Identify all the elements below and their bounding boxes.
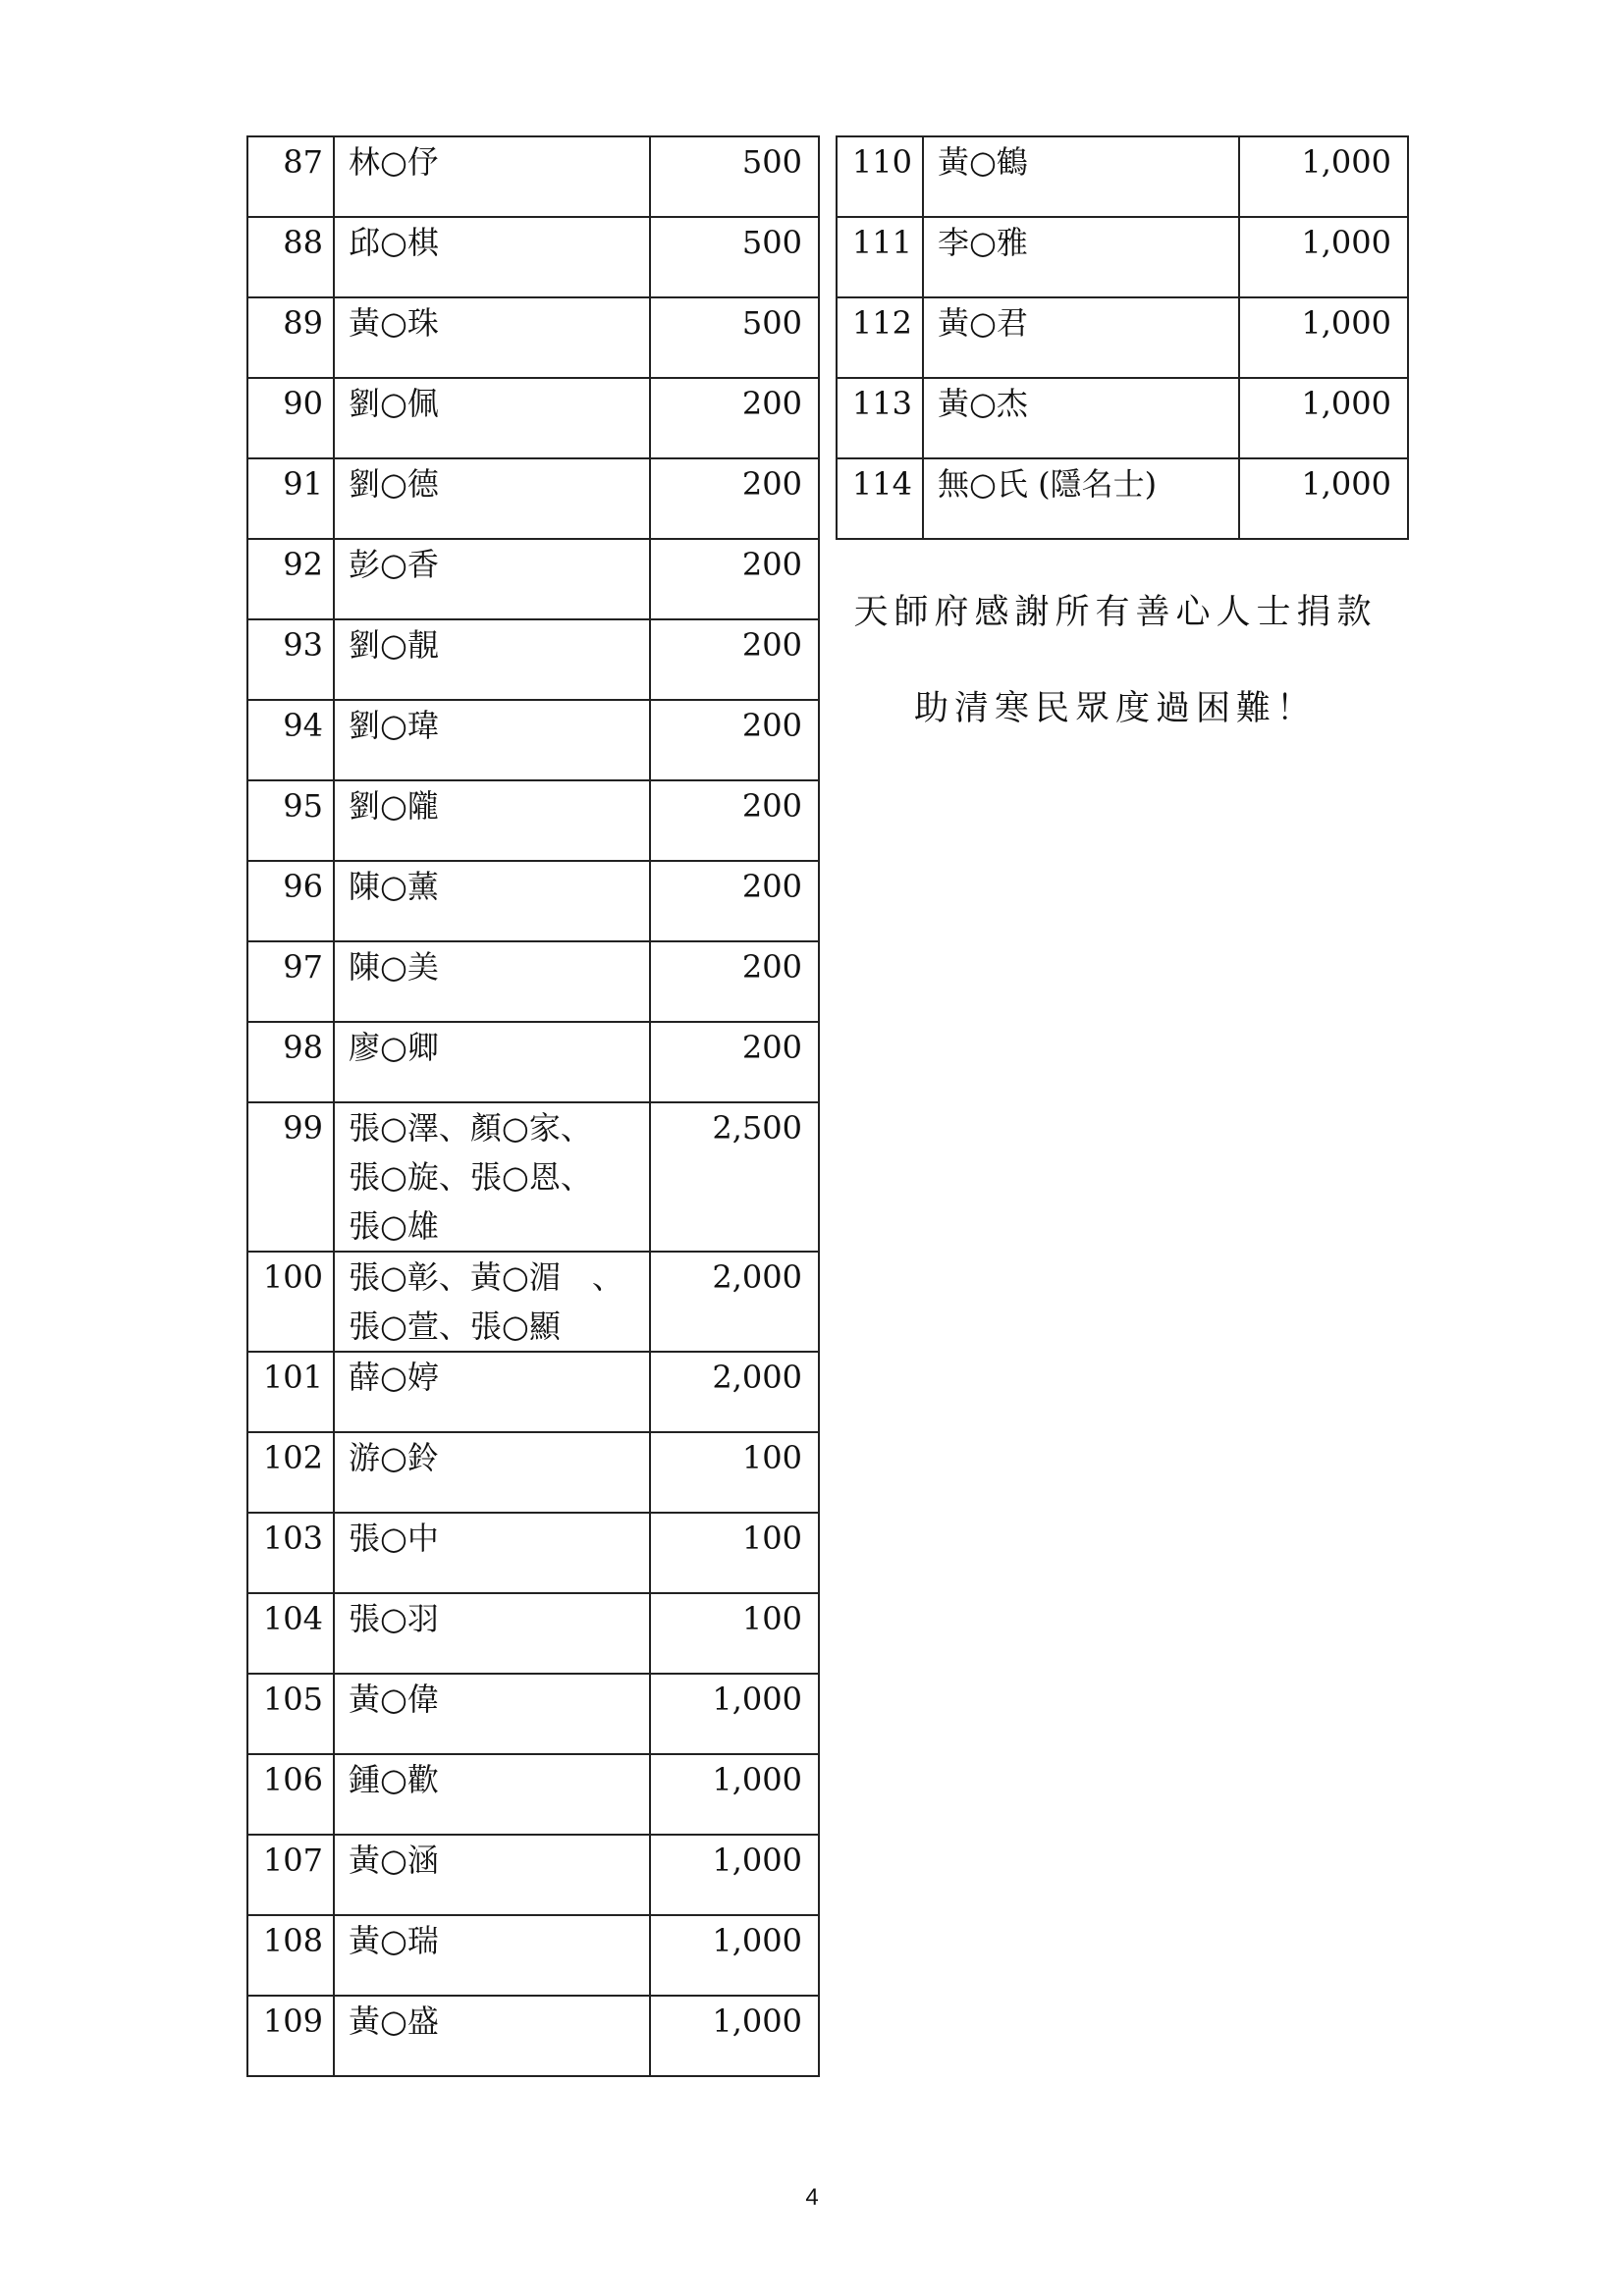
donor-names [923,458,1239,539]
donor-row [247,619,819,700]
donor-name-line: 黃○杰 [938,385,1028,422]
donation-amount: 200 [650,861,819,941]
donor-number: 103 [247,1513,334,1593]
donor-number: 90 [247,378,334,458]
donor-row [247,1915,819,1996]
donation-amount: 1,000 [1239,297,1408,378]
donor-names [334,1022,650,1102]
donor-name-line: 張○中 [349,1520,439,1557]
donation-amount: 1,000 [650,1835,819,1915]
donor-number: 88 [247,217,334,297]
donor-number: 96 [247,861,334,941]
donor-row [247,1835,819,1915]
donor-number: 100 [247,1252,334,1352]
donor-name-line: 張○澤、顏○家、 [349,1109,592,1147]
donor-row [837,458,1408,539]
donor-number: 104 [247,1593,334,1674]
donor-name-line: 陳○美 [349,948,439,986]
donor-names [334,619,650,700]
donation-amount: 500 [650,136,819,217]
donor-name-line: 劉○隴 [349,787,439,825]
donation-amount: 200 [650,539,819,619]
donor-names [334,780,650,861]
donor-name-line: 張○彰、黃○湄 、 [349,1258,623,1296]
donor-name-line: 彭○香 [349,546,439,583]
donation-amount: 1,000 [1239,217,1408,297]
donor-number: 107 [247,1835,334,1915]
donation-amount: 200 [650,378,819,458]
donor-name-line: 黃○偉 [349,1681,439,1718]
donation-amount: 200 [650,780,819,861]
donor-name-line: 黃○盛 [349,2002,439,2040]
donor-name-line: 黃○鶴 [938,143,1028,181]
donor-name-line: 劉○德 [349,465,439,503]
donor-name-line: 游○鈴 [349,1439,439,1476]
donor-row [247,1593,819,1674]
donor-row [247,1102,819,1252]
donation-amount: 1,000 [650,1996,819,2076]
donor-name-line: 李○雅 [938,224,1028,261]
donor-names [334,941,650,1022]
donor-row [247,217,819,297]
donor-row [247,1022,819,1102]
donor-name-line: 黃○君 [938,304,1028,342]
donor-row [247,700,819,780]
donor-name-line: 張○旋、張○恩、 [349,1158,592,1196]
donor-number: 102 [247,1432,334,1513]
donor-table-left [246,135,820,2077]
donation-amount: 100 [650,1593,819,1674]
donor-name-line: 鍾○歡 [349,1761,439,1798]
donor-row [247,1432,819,1513]
donor-names [334,700,650,780]
donor-row [837,378,1408,458]
thanks-line-2: 助清寒民眾度過困難！ [913,689,1317,728]
donation-amount: 100 [650,1432,819,1513]
donor-row [247,1754,819,1835]
donor-name-line: 廖○卿 [349,1029,439,1066]
donation-amount: 200 [650,700,819,780]
donor-names [334,1915,650,1996]
donor-number: 111 [837,217,923,297]
donation-amount: 1,000 [1239,136,1408,217]
donor-names [334,1102,650,1252]
donor-row [247,458,819,539]
donor-name-line: 薛○婷 [349,1359,439,1396]
donor-name-line: 張○雄 [349,1207,439,1245]
donor-table-right [836,135,1409,540]
donor-name-line: 陳○薰 [349,868,439,905]
donation-amount: 200 [650,941,819,1022]
thanks-line-1: 天師府感謝所有善心人士捐款 [853,593,1378,632]
donor-number: 106 [247,1754,334,1835]
donation-amount: 2,000 [650,1252,819,1352]
donation-amount: 1,000 [650,1754,819,1835]
donor-names [334,1835,650,1915]
donor-row [247,136,819,217]
donation-amount: 100 [650,1513,819,1593]
donation-amount: 500 [650,217,819,297]
donor-number: 101 [247,1352,334,1432]
donor-name-line: 劉○佩 [349,385,439,422]
donor-row [247,780,819,861]
donor-names [334,1754,650,1835]
donor-row [247,1352,819,1432]
donor-names [334,458,650,539]
donor-names [334,1252,650,1352]
donor-row [837,136,1408,217]
donation-amount: 1,000 [650,1915,819,1996]
donor-name-line: 無○氏 (隱名士) [938,465,1158,503]
donor-number: 94 [247,700,334,780]
donor-names [334,861,650,941]
donor-name-line: 邱○棋 [349,224,439,261]
page-number: 4 [805,2184,819,2211]
donor-names [923,217,1239,297]
donor-name-line: 黃○瑞 [349,1922,439,1959]
donor-row [247,539,819,619]
donor-number: 98 [247,1022,334,1102]
donor-names [334,378,650,458]
donor-number: 109 [247,1996,334,2076]
donation-amount: 200 [650,1022,819,1102]
donor-names [334,1593,650,1674]
donation-amount: 200 [650,619,819,700]
donor-number: 105 [247,1674,334,1754]
donor-names [334,1432,650,1513]
donor-number: 99 [247,1102,334,1252]
donation-amount: 1,000 [1239,458,1408,539]
donor-row [247,1252,819,1352]
donor-row [247,1674,819,1754]
donor-number: 93 [247,619,334,700]
donor-row [247,1996,819,2076]
donor-row [247,861,819,941]
donation-amount: 500 [650,297,819,378]
donor-row [247,941,819,1022]
donor-names [923,297,1239,378]
donor-name-line: 張○羽 [349,1600,439,1637]
donation-amount: 1,000 [1239,378,1408,458]
donor-number: 91 [247,458,334,539]
donor-names [923,136,1239,217]
donor-number: 108 [247,1915,334,1996]
donor-names [334,297,650,378]
donor-number: 97 [247,941,334,1022]
donor-name-line: 黃○涵 [349,1842,439,1879]
donor-number: 92 [247,539,334,619]
donation-amount: 1,000 [650,1674,819,1754]
donor-name-line: 林○伃 [349,143,439,181]
donor-name-line: 張○萱、張○顯 [349,1308,561,1345]
donor-number: 112 [837,297,923,378]
donor-name-line: 劉○靚 [349,626,439,664]
donor-row [247,1513,819,1593]
donor-number: 113 [837,378,923,458]
donation-amount: 200 [650,458,819,539]
donor-names [334,1513,650,1593]
donor-names [334,539,650,619]
donor-names [334,217,650,297]
donor-number: 95 [247,780,334,861]
donor-number: 110 [837,136,923,217]
donor-table-left-body [247,136,819,2076]
donor-table-right-body [837,136,1408,539]
donor-names [334,1674,650,1754]
donor-row [247,297,819,378]
donor-number: 87 [247,136,334,217]
donor-name-line: 劉○瑋 [349,707,439,744]
donor-row [837,217,1408,297]
donor-names [334,1352,650,1432]
donation-amount: 2,000 [650,1352,819,1432]
donor-names [334,1996,650,2076]
donor-names [334,136,650,217]
donor-number: 114 [837,458,923,539]
donor-row [247,378,819,458]
donor-name-line: 黃○珠 [349,304,439,342]
donor-number: 89 [247,297,334,378]
donor-row [837,297,1408,378]
donor-names [923,378,1239,458]
donation-amount: 2,500 [650,1102,819,1252]
